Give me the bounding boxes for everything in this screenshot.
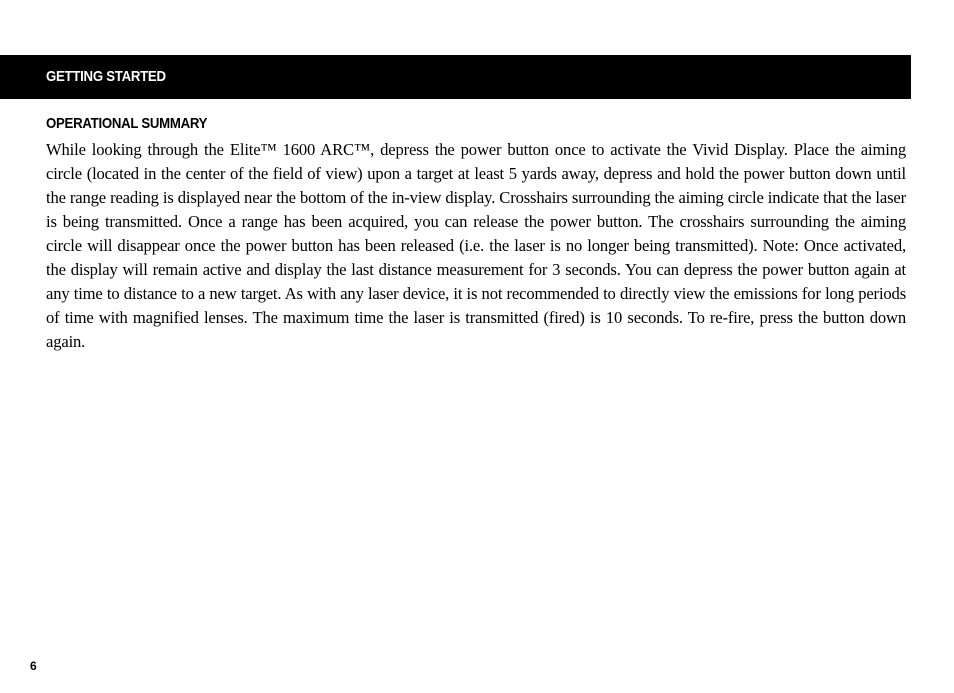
section-title: GETTING STARTED	[46, 68, 166, 85]
section-header-bar	[0, 55, 911, 99]
page-number: 6	[30, 659, 37, 673]
body-paragraph: While looking through the Elite™ 1600 ARC™, depress the power button once to activate the Vivid Display. Place the aiming circle (located in the center of the field of view) upon a target at least 5 yards away, depress and hold the power button down until the range reading is displayed near the bottom of the in-view display. Crosshairs surrounding the aiming circle indicate that the laser is being transmitted. Once a range has been acquired, you can release the power button. The crosshairs surrounding the aiming circle will disappear once the power button has been released (i.e. the laser is no longer being transmitted). Note: Once activated, the display will remain active and display the last distance measurement for 3 seconds. You can depress the power button again at any time to distance to a new target. As with any laser device, it is not recommended to directly view the emissions for long periods of time with magnified lenses. The maximum time the laser is transmitted (fired) is 10 seconds. To re-fire, press the button down again.	[46, 140, 906, 351]
page-heading: OPERATIONAL SUMMARY	[46, 115, 208, 132]
